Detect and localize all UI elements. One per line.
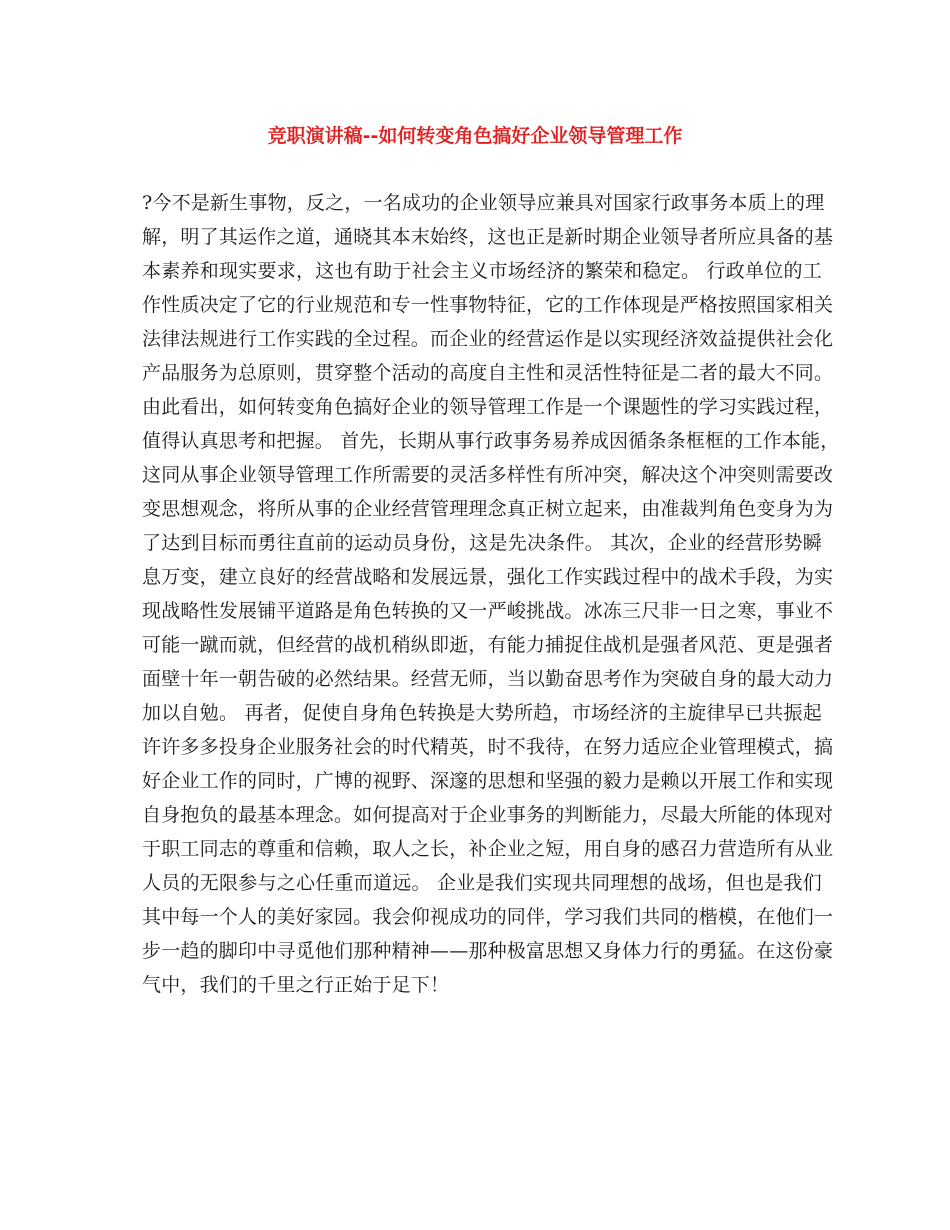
- body-line: 值得认真思考和把握。 首先，长期从事行政事务易养成因循条条框框的工作本能，: [142, 430, 840, 452]
- body-line: 于职工同志的尊重和信赖，取人之长，补企业之短，用自身的感召力营造所有从业: [142, 838, 834, 860]
- body-line: 息万变，建立良好的经营战略和发展远景，强化工作实践过程中的战术手段，为实: [142, 566, 834, 588]
- document-body: [142, 186, 840, 1002]
- body-line: 产品服务为总原则，贯穿整个活动的高度自主性和灵活性特征是二者的最大不同。: [142, 362, 834, 384]
- body-line: 好企业工作的同时，广博的视野、深邃的思想和坚强的毅力是赖以开展工作和实现: [142, 770, 834, 792]
- body-line: ?今不是新生事物，反之，一名成功的企业领导应兼具对国家行政事务本质上的理: [142, 192, 825, 214]
- body-line: 由此看出，如何转变角色搞好企业的领导管理工作是一个课题性的学习实践过程，: [142, 396, 834, 418]
- body-line: 现战略性发展铺平道路是角色转换的又一严峻挑战。冰冻三尺非一日之寒，事业不: [142, 600, 834, 622]
- body-line: 法律法规进行工作实践的全过程。而企业的经营运作是以实现经济效益提供社会化: [142, 328, 834, 350]
- body-line: 人员的无限参与之心任重而道远。 企业是我们实现共同理想的战场，但也是我们: [142, 872, 822, 894]
- body-line: 变思想观念，将所从事的企业经营管理理念真正树立起来，由准裁判角色变身为为: [142, 498, 834, 520]
- body-line: 本素养和现实要求，这也有助于社会主义市场经济的繁荣和稳定。 行政单位的工: [142, 260, 822, 282]
- body-line: 面壁十年一朝告破的必然结果。经营无师，当以勤奋思考作为突破自身的最大动力: [142, 668, 834, 690]
- body-line: 了达到目标而勇往直前的运动员身份，这是先决条件。 其次，企业的经营形势瞬: [142, 532, 822, 554]
- body-line: 许许多多投身企业服务社会的时代精英，时不我待，在努力适应企业管理模式，搞: [142, 736, 834, 758]
- body-line: 加以自勉。 再者，促使自身角色转换是大势所趋，市场经济的主旋律早已共振起: [142, 702, 822, 724]
- document-title: 竞职演讲稿--如何转变角色搞好企业领导管理工作: [267, 125, 683, 147]
- body-line: 可能一蹴而就，但经营的战机稍纵即逝，有能力捕捉住战机是强者风范、更是强者: [142, 634, 834, 656]
- body-line: 自身抱负的最基本理念。如何提高对于企业事务的判断能力，尽最大所能的体现对: [142, 804, 834, 826]
- body-line: 气中，我们的千里之行正始于足下！: [142, 974, 450, 996]
- body-line: 步一趋的脚印中寻觅他们那种精神——那种极富思想又身体力行的勇猛。在这份豪: [142, 940, 834, 962]
- body-line: 解，明了其运作之道，通晓其本末始终，这也正是新时期企业领导者所应具备的基: [142, 226, 834, 248]
- body-line: 这同从事企业领导管理工作所需要的灵活多样性有所冲突，解决这个冲突则需要改: [142, 464, 834, 486]
- body-line: 作性质决定了它的行业规范和专一性事物特征，它的工作体现是严格按照国家相关: [142, 294, 834, 316]
- body-line: 其中每一个人的美好家园。我会仰视成功的同伴，学习我们共同的楷模，在他们一: [142, 906, 834, 928]
